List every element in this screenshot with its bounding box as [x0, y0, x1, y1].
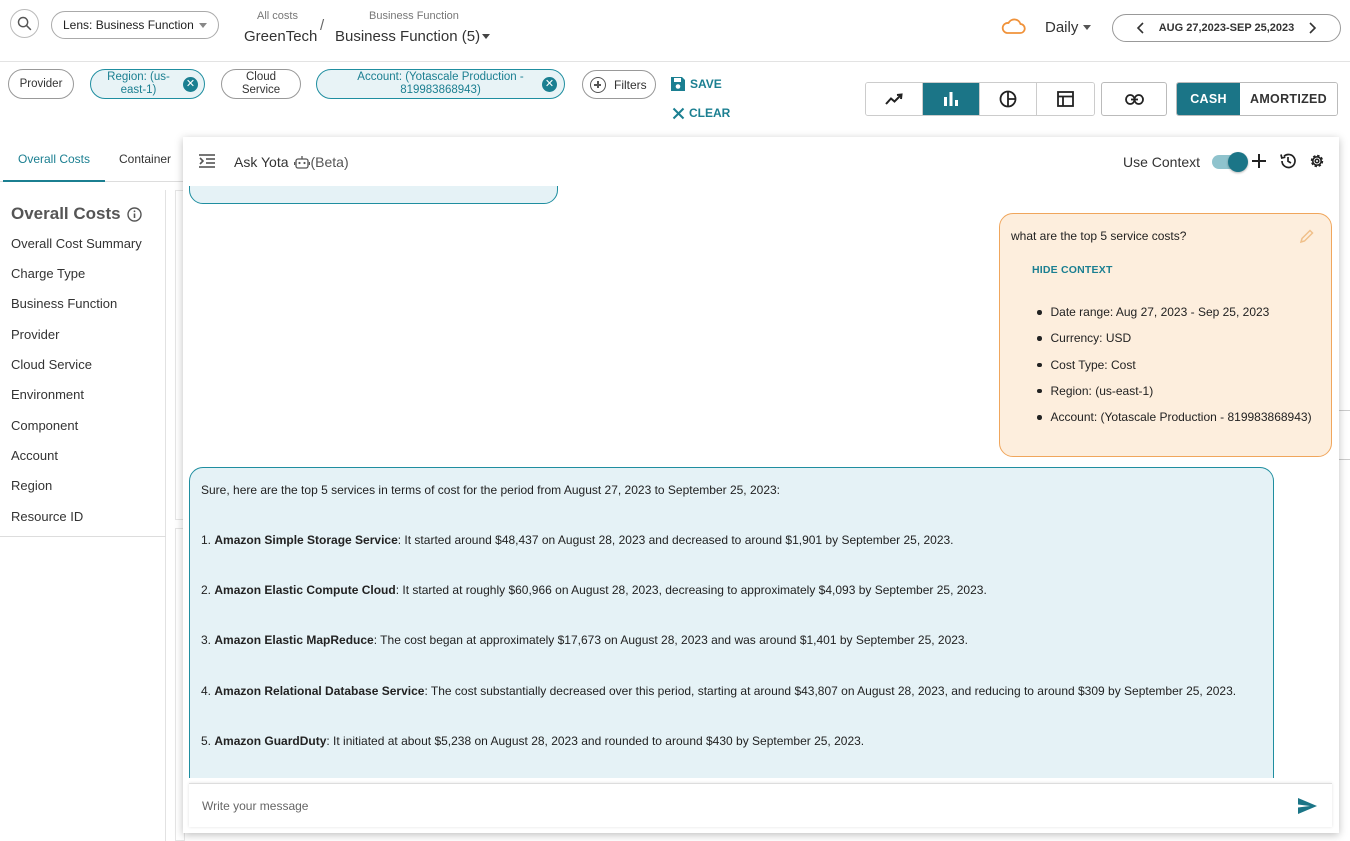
breadcrumb-business-function-label: Business Function	[369, 10, 459, 22]
sidebar-item-business-function[interactable]: Business Function	[11, 296, 118, 311]
sidebar-title-text: Overall Costs	[11, 204, 121, 223]
add-circle-icon	[590, 77, 606, 93]
search-button[interactable]	[10, 9, 39, 38]
assistant-message-bubble	[189, 467, 1274, 778]
chat-messages[interactable]	[183, 186, 1339, 778]
trend-view-button[interactable]	[866, 83, 923, 115]
save-icon	[670, 76, 686, 92]
answer-item-service: Amazon Elastic MapReduce	[214, 633, 374, 647]
answer-item-text: : The cost substantially decreased over this period, starting at around $43,807 on August 28, 2023, and reducing to around $309 by September 25, 2023.	[424, 684, 1237, 698]
answer-item-service: Amazon Relational Database Service	[214, 684, 425, 698]
top-bar	[0, 0, 1350, 62]
filters-label: Filters	[614, 77, 647, 92]
chat-header	[183, 137, 1339, 186]
robot-icon	[294, 155, 310, 170]
filter-chip-label: Provider	[19, 77, 63, 90]
gear-icon[interactable]	[1308, 152, 1326, 170]
breadcrumb-separator: /	[320, 17, 325, 34]
amortized-button[interactable]: AMORTIZED	[1240, 83, 1337, 115]
answer-item-text: : It started around $48,437 on August 28, 2023 and decreased to around $1,901 by September 25, 2023.	[397, 533, 954, 547]
pie-view-button[interactable]	[980, 83, 1037, 115]
context-item: Currency: USD	[1033, 331, 1312, 357]
sidebar-item-region[interactable]: Region	[11, 478, 53, 493]
cloud-icon	[1001, 18, 1026, 35]
answer-item	[201, 734, 864, 748]
chevron-down-icon[interactable]	[482, 34, 490, 39]
breadcrumb-org[interactable]: GreenTech	[244, 28, 318, 45]
user-question: what are the top 5 service costs?	[1011, 229, 1187, 243]
message-input[interactable]	[202, 797, 1282, 815]
cost-mode-toggle	[1176, 82, 1338, 116]
active-tab-indicator	[3, 180, 105, 182]
answer-item-text: : It initiated at about $5,238 on August 28, 2023 and rounded to around $430 by September 25, 2023.	[326, 734, 865, 748]
tab-overall-costs[interactable]: Overall Costs	[18, 152, 91, 166]
answer-item-number: 5.	[201, 734, 212, 748]
answer-item	[201, 684, 1236, 698]
filter-chip-region[interactable]	[90, 69, 205, 99]
chevron-down-icon[interactable]	[1083, 25, 1091, 30]
answer-item-number: 4.	[201, 684, 212, 698]
bar-chart-icon	[943, 91, 959, 107]
answer-item-number: 1.	[201, 533, 212, 547]
cash-button[interactable]: CASH	[1177, 83, 1240, 115]
answer-item-service: Amazon Simple Storage Service	[214, 533, 398, 547]
context-item: Cost Type: Cost	[1033, 358, 1312, 384]
context-list	[1033, 305, 1312, 436]
context-item: Date range: Aug 27, 2023 - Sep 25, 2023	[1033, 305, 1312, 331]
filter-chip-label: Cloud Service	[241, 71, 281, 96]
clear-label: CLEAR	[689, 106, 731, 120]
close-icon	[672, 107, 685, 120]
filter-chip-label: Account: (Yotascale Production - 819983868943)	[357, 71, 524, 96]
close-icon[interactable]: ✕	[542, 77, 557, 92]
breadcrumb-business-function[interactable]: Business Function (5)	[335, 28, 481, 45]
pie-chart-icon	[999, 90, 1017, 108]
clear-button[interactable]	[672, 106, 730, 120]
tab-container[interactable]: Container	[119, 152, 172, 166]
ask-yota-panel	[183, 137, 1339, 833]
history-icon[interactable]	[1279, 152, 1297, 170]
sidebar-item-environment[interactable]: Environment	[11, 387, 84, 402]
page-tabs	[0, 137, 183, 182]
previous-message-bubble	[189, 186, 558, 204]
beta-badge: (Beta)	[310, 154, 349, 170]
hide-context-button[interactable]: HIDE CONTEXT	[1032, 264, 1113, 276]
chat-title-text: Ask Yota	[234, 154, 289, 170]
share-link-button[interactable]	[1101, 82, 1167, 116]
sidebar-item-cloud-service[interactable]: Cloud Service	[11, 357, 92, 372]
close-icon[interactable]: ✕	[183, 77, 198, 92]
link-icon	[1125, 94, 1144, 105]
answer-item	[201, 583, 987, 597]
message-composer	[189, 783, 1332, 827]
table-icon	[1057, 91, 1074, 107]
save-button[interactable]	[670, 76, 722, 92]
trend-icon	[885, 93, 903, 105]
answer-item-service: Amazon Elastic Compute Cloud	[214, 583, 396, 597]
filter-chip-provider[interactable]	[8, 69, 74, 99]
sidebar-item-charge-type[interactable]: Charge Type	[11, 266, 86, 281]
lens-label: Lens: Business Function	[63, 18, 194, 32]
chart-type-toggle-group	[865, 82, 1095, 116]
filter-chip-account[interactable]	[316, 69, 565, 99]
user-message-bubble	[999, 213, 1332, 457]
granularity-select[interactable]: Daily	[1045, 19, 1079, 36]
breadcrumb-all-costs-label: All costs	[257, 10, 298, 22]
sidebar-item-provider[interactable]: Provider	[11, 327, 60, 342]
answer-intro: Sure, here are the top 5 services in terms of cost for the period from August 27, 2023 to September 25, 2023:	[201, 483, 780, 497]
use-context-toggle[interactable]	[1212, 155, 1246, 169]
sidebar-item-resource-id[interactable]: Resource ID	[11, 509, 84, 524]
chat-title	[234, 154, 349, 170]
date-range-label: AUG 27,2023-SEP 25,2023	[1158, 22, 1295, 34]
bar-view-button[interactable]	[923, 83, 980, 115]
answer-item	[201, 533, 954, 547]
chevron-left-icon[interactable]	[1135, 22, 1147, 34]
table-view-button[interactable]	[1037, 83, 1094, 115]
send-icon[interactable]	[1297, 797, 1318, 815]
answer-item-text: : It started at roughly $60,966 on August 28, 2023, decreasing to approximately $4,093 by September 25, 2023.	[395, 583, 987, 597]
sidebar	[0, 190, 166, 841]
context-item: Account: (Yotascale Production - 819983868943)	[1033, 410, 1312, 436]
date-range-picker[interactable]	[1112, 14, 1341, 42]
collapse-menu-icon[interactable]	[199, 154, 215, 168]
answer-item-service: Amazon GuardDuty	[214, 734, 327, 748]
answer-item-number: 3.	[201, 633, 212, 647]
answer-item-number: 2.	[201, 583, 212, 597]
answer-item	[201, 633, 968, 647]
filter-chip-label: Region: (us-east-1)	[107, 71, 170, 96]
context-item: Region: (us-east-1)	[1033, 384, 1312, 410]
add-filter-button[interactable]	[582, 70, 656, 99]
sidebar-title	[11, 204, 142, 224]
info-icon[interactable]	[127, 207, 142, 222]
sidebar-divider	[0, 536, 166, 537]
plus-icon[interactable]	[1251, 153, 1267, 169]
save-label: SAVE	[690, 77, 722, 91]
lens-select[interactable]	[51, 11, 219, 39]
toggle-knob	[1228, 152, 1248, 172]
sidebar-item-component[interactable]: Component	[11, 418, 79, 433]
sidebar-item-overall-cost-summary[interactable]: Overall Cost Summary	[11, 236, 142, 251]
use-context-label: Use Context	[1123, 154, 1201, 170]
chevron-right-icon[interactable]	[1306, 22, 1318, 34]
chevron-down-icon	[199, 23, 207, 28]
answer-item-text: : The cost began at approximately $17,673 on August 28, 2023 and was around $1,401 by September 25, 2023.	[373, 633, 968, 647]
edit-pencil-icon[interactable]	[1299, 228, 1315, 244]
sidebar-item-account[interactable]: Account	[11, 448, 58, 463]
filter-chip-cloud-service[interactable]	[221, 69, 301, 99]
search-icon	[16, 15, 33, 32]
